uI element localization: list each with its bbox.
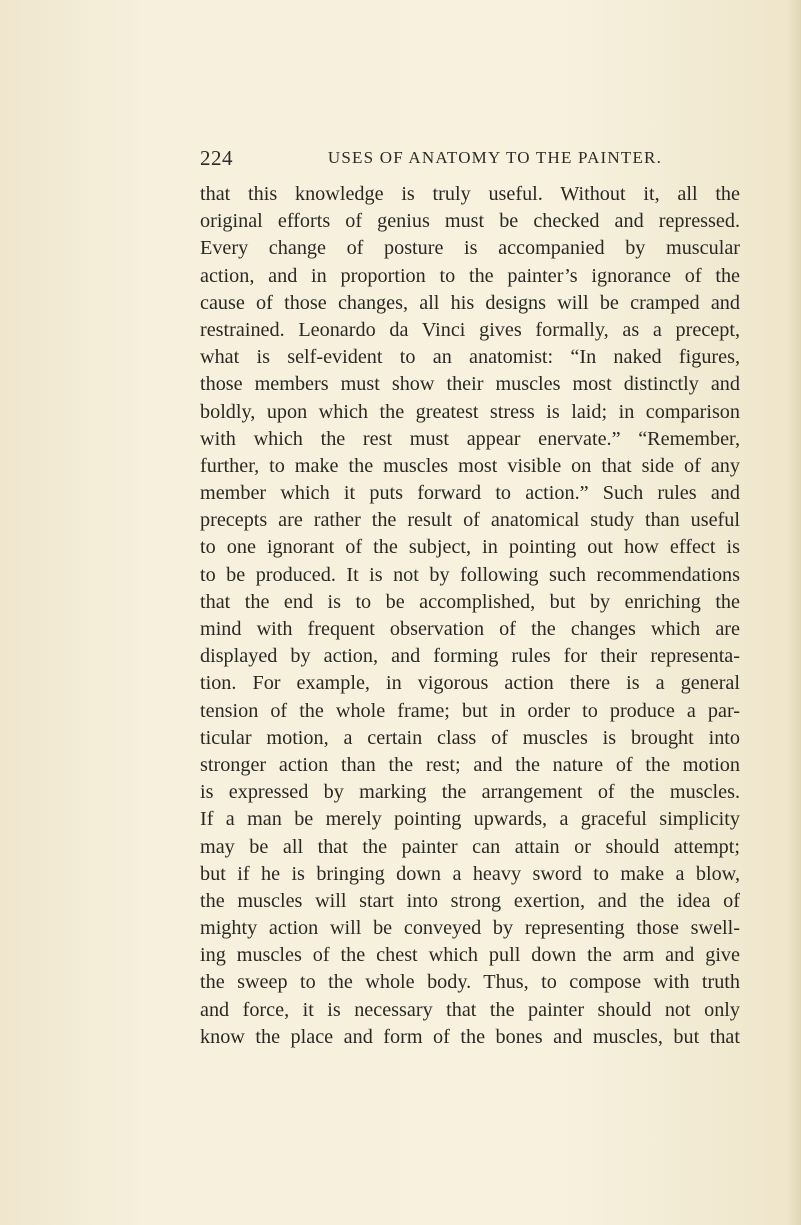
text-line: ing muscles of the chest which pull down the arm and give (200, 944, 740, 967)
running-head (200, 146, 735, 174)
text-line: may be all that the painter can attain or should attempt; (200, 835, 740, 858)
text-line: precepts are rather the result of anatomical study than useful (200, 509, 740, 532)
text-line: displayed by action, and forming rules for their representa- (200, 645, 740, 668)
text-line: to one ignorant of the subject, in pointing out how effect is (200, 536, 740, 559)
text-line: further, to make the muscles most visible on that side of any (200, 454, 740, 477)
running-title: USES OF ANATOMY TO THE PAINTER. (327, 148, 663, 167)
text-line: those members must show their muscles most distinctly and (200, 373, 740, 396)
text-line: cause of those changes, all his designs will be cramped and (200, 291, 740, 314)
text-line: stronger action than the rest; and the nature of the motion (200, 753, 740, 776)
text-line: tion. For example, in vigorous action there is a general (200, 672, 740, 695)
page-number: 224 (200, 146, 233, 170)
text-line: If a man be merely pointing upwards, a graceful simplicity (200, 808, 740, 831)
text-line: original efforts of genius must be checked and repressed. (200, 210, 740, 233)
text-line: and force, it is necessary that the painter should not only (200, 998, 740, 1021)
text-line: ticular motion, a certain class of muscles is brought into (200, 726, 740, 749)
text-line: restrained. Leonardo da Vinci gives formally, as a precept, (200, 318, 740, 341)
text-line: the muscles will start into strong exertion, and the idea of (200, 889, 740, 912)
text-line: know the place and form of the bones and muscles, but that (200, 1025, 740, 1048)
text-line: to be produced. It is not by following such recommendations (200, 563, 740, 586)
text-line: but if he is bringing down a heavy sword to make a blow, (200, 862, 740, 885)
page-edge-shadow (787, 0, 801, 1225)
text-line: action, and in proportion to the painter’s ignorance of the (200, 264, 740, 287)
text-line: that this knowledge is truly useful. Without it, all the (200, 183, 740, 205)
text-line: boldly, upon which the greatest stress is laid; in comparison (200, 400, 740, 423)
text-line: mind with frequent observation of the changes which are (200, 618, 740, 640)
text-line: what is self-evident to an anatomist: “In naked figures, (200, 346, 740, 369)
text-line: the sweep to the whole body. Thus, to compose with truth (200, 971, 740, 994)
text-line: member which it puts forward to action.” Such rules and (200, 482, 740, 505)
text-line: is expressed by marking the arrangement of the muscles. (200, 781, 740, 804)
text-line: that the end is to be accomplished, but by enriching the (200, 590, 740, 613)
text-line: with which the rest must appear enervate.” “Remember, (200, 427, 740, 450)
text-line: mighty action will be conveyed by representing those swell- (200, 917, 740, 940)
body-text (200, 181, 740, 1051)
text-line: tension of the whole frame; but in order to produce a par- (200, 699, 740, 722)
text-line: Every change of posture is accompanied by muscular (200, 237, 740, 260)
